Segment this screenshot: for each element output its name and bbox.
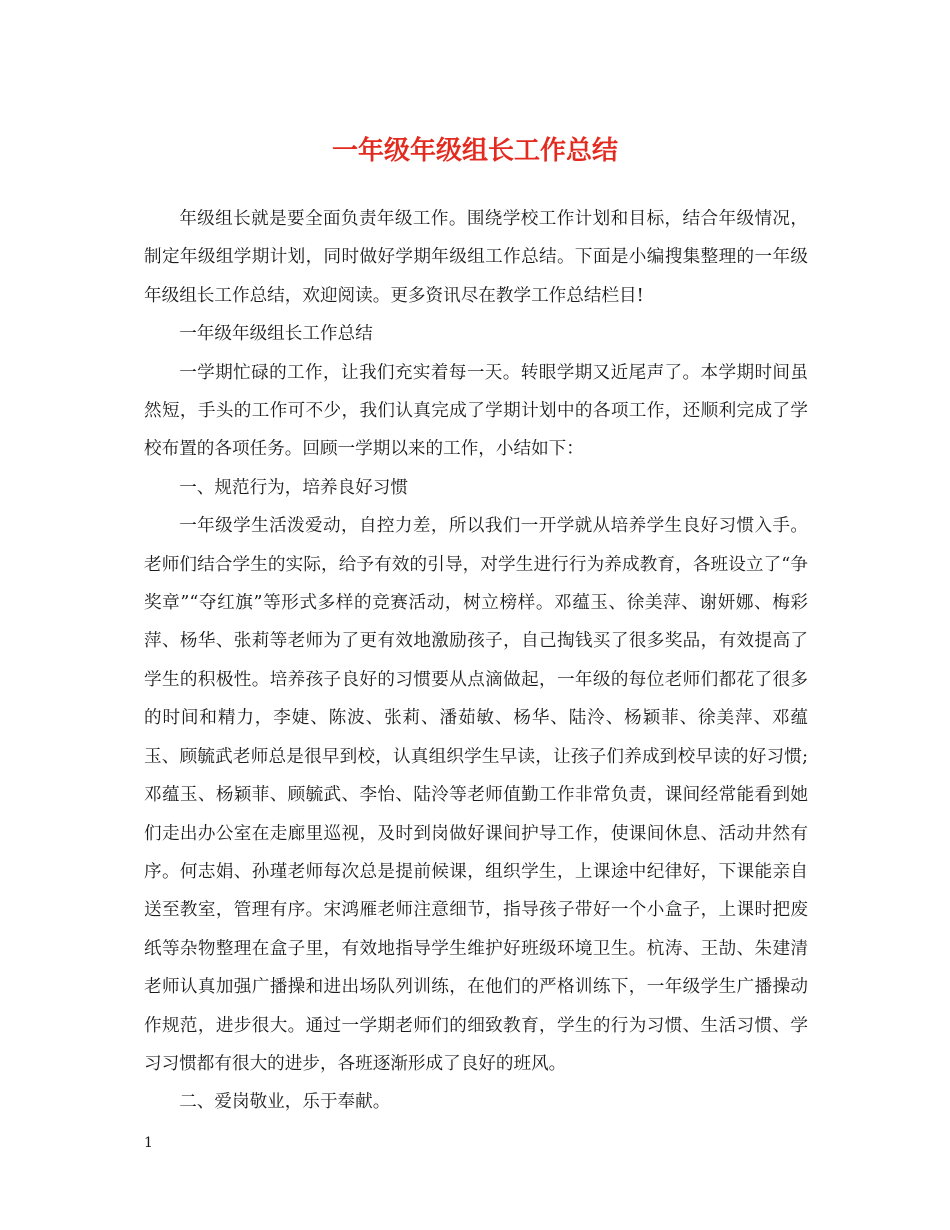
document-title: 一年级年级组长工作总结 bbox=[331, 136, 618, 166]
paragraph-subtitle: 一年级年级组长工作总结 bbox=[179, 324, 373, 345]
paragraph-overview: 一学期忙碌的工作，让我们充实着每一天。转眼学期又近尾声了。本学期时间虽然短，手头的工作可不少，我们认真完成了学期计划中的各项工作，还顺利完成了学校布置的各项任务。回顾一学期以来的工作，小结如下： bbox=[144, 362, 808, 460]
section-heading-2: 二、爱岗敬业，乐于奉献。 bbox=[179, 1092, 391, 1113]
document-body bbox=[144, 200, 808, 1122]
paragraph-section-1: 一年级学生活泼爱动，自控力差，所以我们一开学就从培养学生良好习惯入手。老师们结合学生的实际，给予有效的引导，对学生进行行为养成教育，各班设立了“争奖章”“夺红旗”等形式多样的竞赛活动，树立榜样。邓蕴玉、徐美萍、谢妍娜、梅彩萍、杨华、张莉等老师为了更有效地激励孩子，自己掏钱买了很多奖品，有效提高了学生的积极性。培养孩子良好的习惯要从点滴做起，一年级的每位老师们都花了很多的时间和精力，李婕、陈波、张莉、潘茹敏、杨华、陆泠、杨颖菲、徐美萍、邓蕴玉、顾毓武老师总是很早到校，认真组织学生早读，让孩子们养成到校早读的好习惯;邓蕴玉、杨颖菲、顾毓武、李怡、陆泠等老师值勤工作非常负责，课间经常能看到她们走出办公室在走廊里巡视，及时到岗做好课间护导工作，使课间休息、活动井然有序。何志娟、孙瑾老师每次总是提前候课，组织学生，上课途中纪律好，下课能亲自送至教室，管理有序。宋鸿雁老师注意细节，指导孩子带好一个小盒子，上课时把废纸等杂物整理在盒子里，有效地指导学生维护好班级环境卫生。杭涛、王劼、朱建清老师认真加强广播操和进出场队列训练，在他们的严格训练下，一年级学生广播操动作规范，进步很大。通过一学期老师们的细致教育，学生的行为习惯、生活习惯、学习习惯都有很大的进步，各班逐渐形成了良好的班风。 bbox=[144, 516, 808, 1074]
page-number: 1 bbox=[144, 1135, 153, 1151]
section-heading-1: 一、规范行为，培养良好习惯 bbox=[179, 477, 408, 498]
paragraph-intro: 年级组长就是要全面负责年级工作。围绕学校工作计划和目标，结合年级情况，制定年级组学期计划，同时做好学期年级组工作总结。下面是小编搜集整理的一年级年级组长工作总结，欢迎阅读。更多资讯尽在教学工作总结栏目! bbox=[144, 209, 808, 306]
